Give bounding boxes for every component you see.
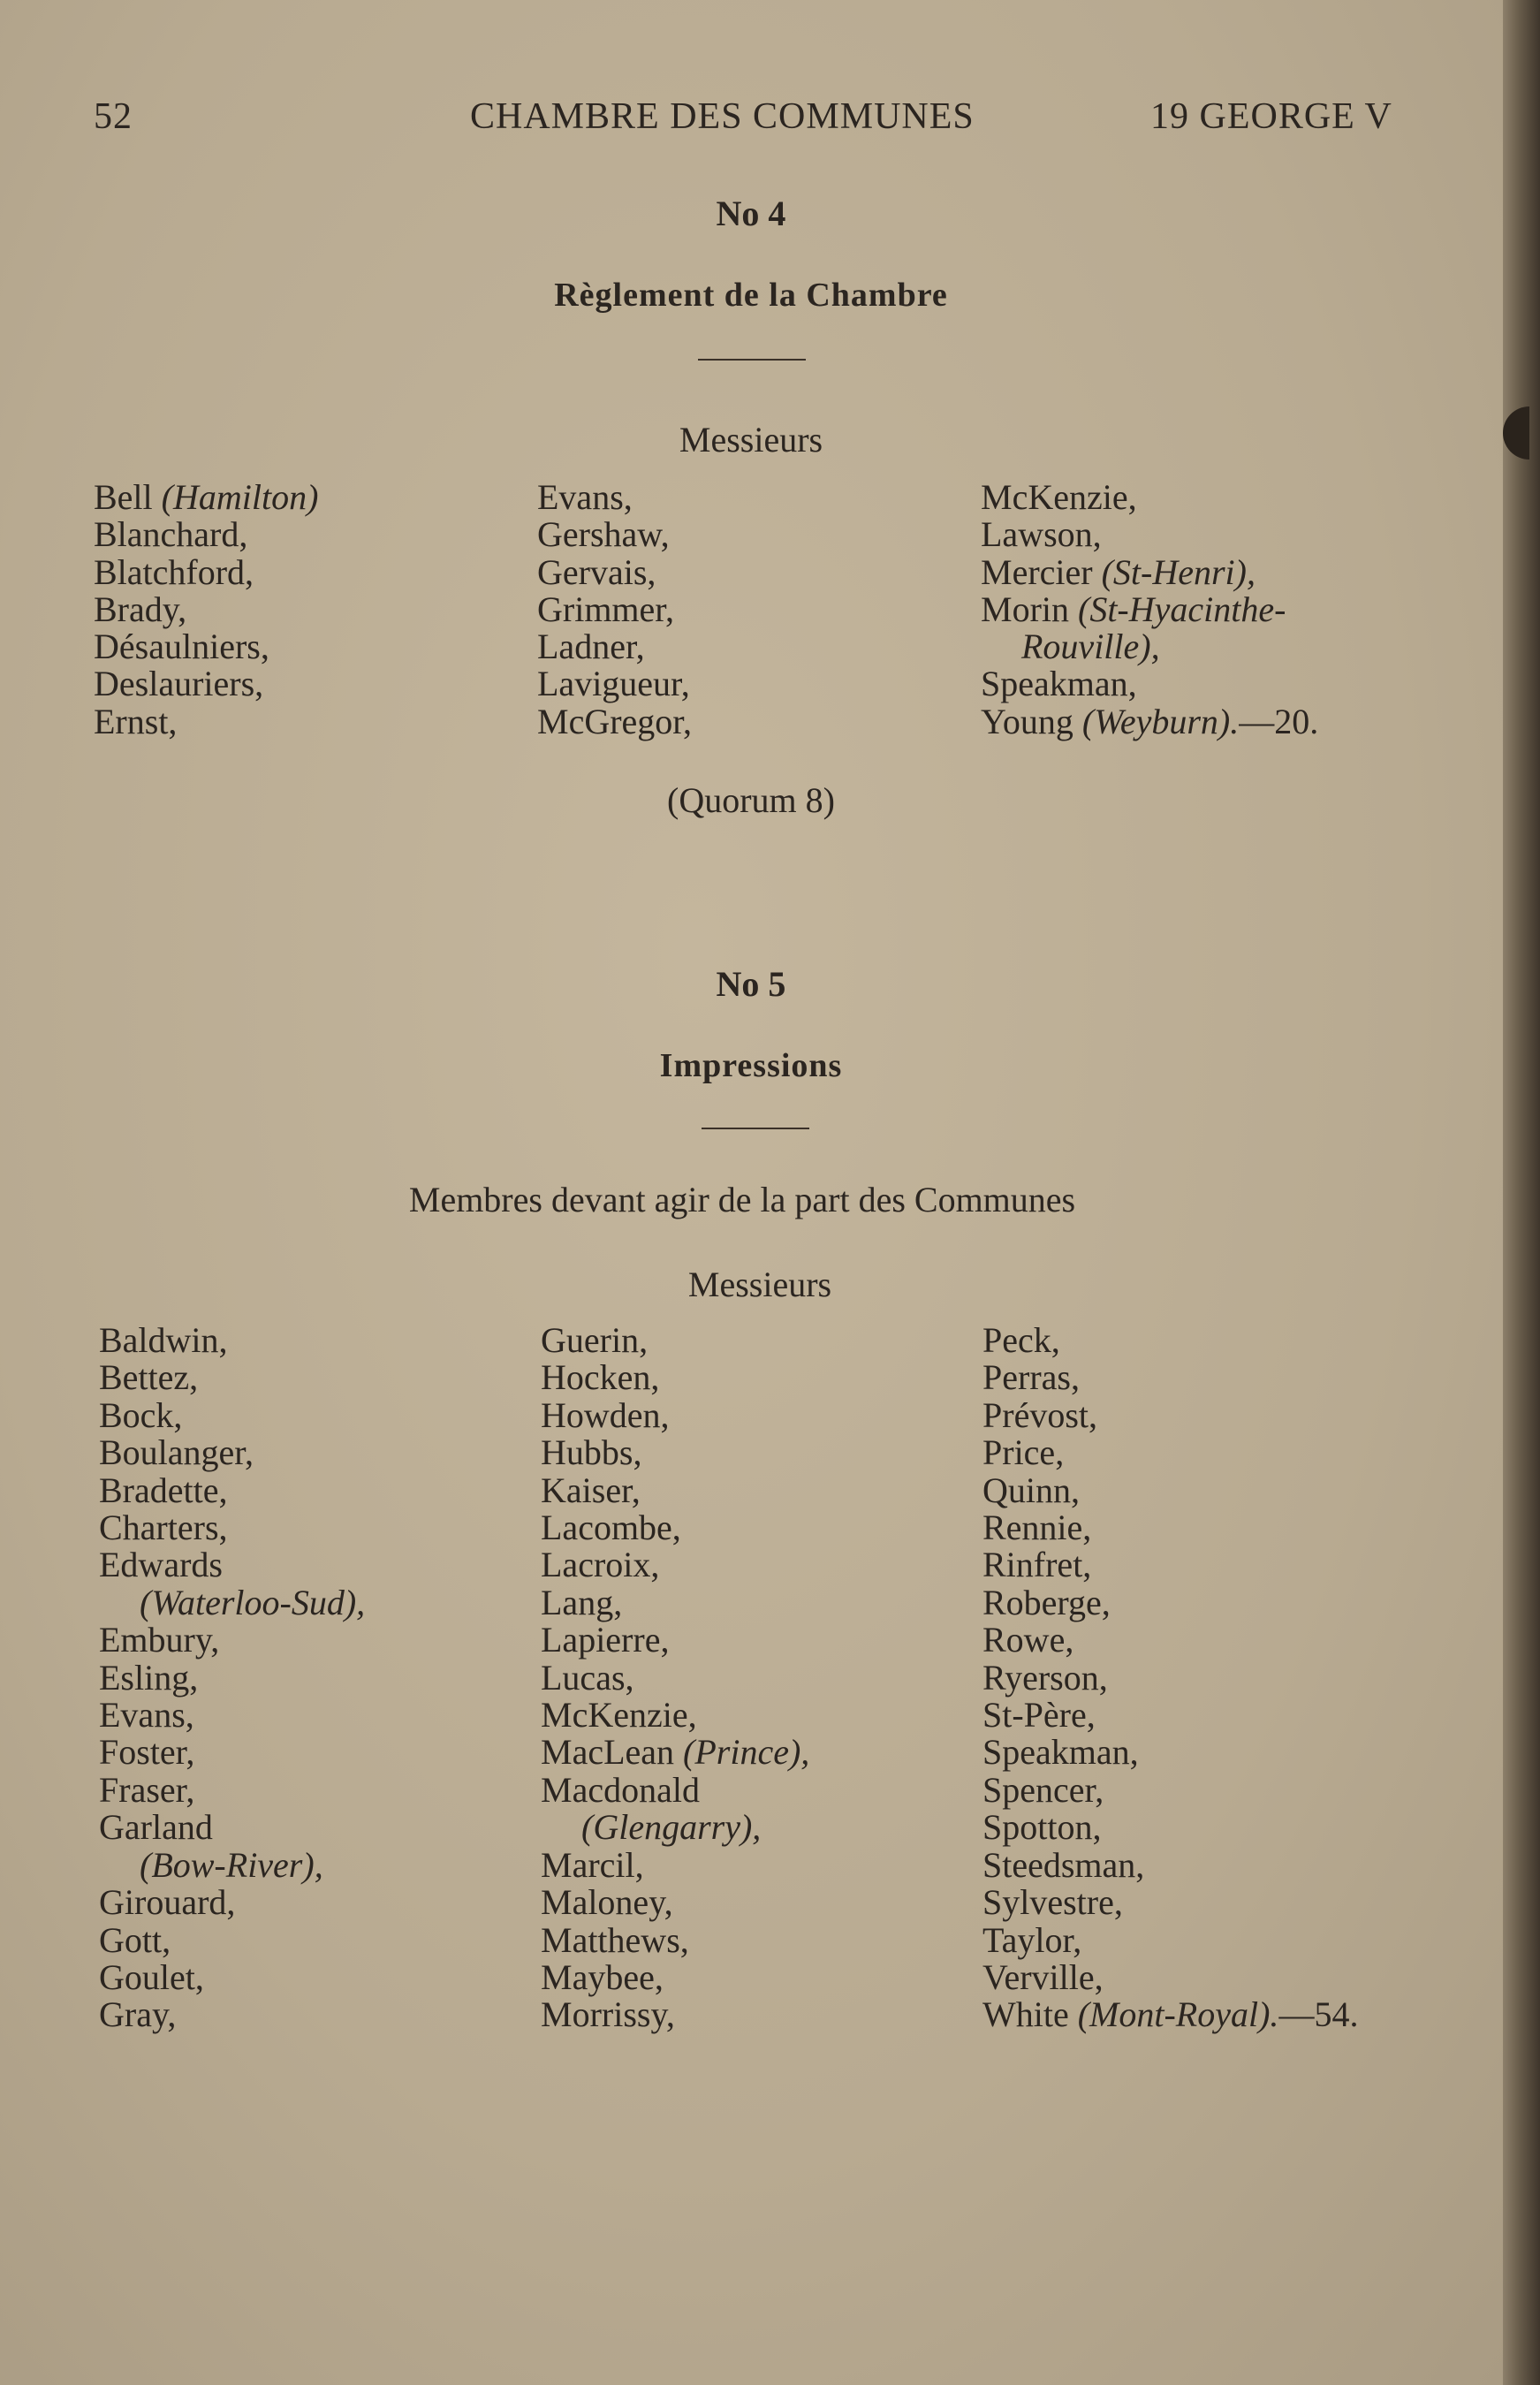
section5-column-1 bbox=[99, 1322, 365, 2034]
member-name bbox=[99, 1584, 365, 1622]
member-name bbox=[99, 1622, 365, 1659]
riding-name: Rouville), bbox=[1021, 627, 1160, 667]
member-name bbox=[99, 1509, 365, 1546]
member-name bbox=[982, 1584, 1358, 1622]
section4-rule bbox=[698, 359, 806, 361]
member-name bbox=[982, 1509, 1358, 1546]
section5-subtitle: Membres devant agir de la part des Communes bbox=[408, 1180, 1076, 1219]
member-surname: Evans, bbox=[537, 477, 633, 517]
member-surname: Speakman, bbox=[982, 1732, 1139, 1773]
member-name bbox=[541, 1546, 809, 1584]
member-surname: Peck, bbox=[982, 1320, 1060, 1360]
member-name bbox=[99, 1956, 365, 1997]
member-surname: Ernst, bbox=[94, 701, 178, 741]
member-surname: Foster, bbox=[99, 1732, 195, 1773]
member-name bbox=[541, 1472, 809, 1509]
member-name bbox=[982, 1657, 1358, 1698]
section4-number: No 4 bbox=[716, 194, 786, 233]
member-name bbox=[94, 551, 318, 592]
member-surname: Young bbox=[981, 701, 1082, 741]
member-surname: Lang, bbox=[541, 1582, 623, 1622]
member-name bbox=[94, 591, 318, 628]
member-surname: Howden, bbox=[541, 1394, 670, 1435]
member-name bbox=[541, 1622, 809, 1659]
member-surname: Hocken, bbox=[541, 1357, 660, 1398]
member-surname: McKenzie, bbox=[541, 1695, 697, 1736]
member-surname: Goulet, bbox=[99, 1956, 204, 1997]
member-name bbox=[982, 1546, 1358, 1584]
member-surname: Taylor, bbox=[982, 1919, 1082, 1960]
member-name bbox=[541, 1844, 809, 1885]
riding-name: (St-Henri), bbox=[1101, 551, 1256, 592]
member-surname: McKenzie, bbox=[981, 477, 1137, 517]
member-name bbox=[981, 703, 1318, 741]
member-surname: Quinn, bbox=[982, 1470, 1080, 1510]
riding-name: (Mont-Royal). bbox=[1077, 1994, 1279, 2035]
member-name bbox=[982, 1884, 1358, 1921]
section5-title: Impressions bbox=[659, 1047, 843, 1084]
member-surname: Steedsman, bbox=[982, 1844, 1145, 1885]
member-surname: Lacombe, bbox=[541, 1508, 681, 1548]
member-name bbox=[99, 1809, 365, 1846]
member-name bbox=[541, 1322, 809, 1359]
member-surname: Verville, bbox=[982, 1956, 1104, 1997]
member-surname: Gershaw, bbox=[537, 514, 670, 555]
member-name bbox=[541, 1884, 809, 1921]
member-name bbox=[541, 1394, 809, 1435]
section5-salutation: Messieurs bbox=[687, 1265, 832, 1304]
member-surname: St-Père, bbox=[982, 1695, 1096, 1736]
member-surname: Boulanger, bbox=[99, 1432, 254, 1473]
member-surname: Bell bbox=[94, 477, 162, 517]
member-surname: Girouard, bbox=[99, 1882, 236, 1923]
member-name bbox=[541, 1996, 809, 2033]
member-name bbox=[541, 1509, 809, 1546]
riding-name: (Glengarry), bbox=[581, 1807, 762, 1848]
member-surname: Blatchford, bbox=[94, 551, 254, 592]
member-surname: Bock, bbox=[99, 1394, 183, 1435]
member-surname: Charters, bbox=[99, 1508, 228, 1548]
riding-name: (Bow-River), bbox=[140, 1844, 323, 1885]
member-surname: Roberge, bbox=[982, 1582, 1111, 1622]
member-name bbox=[99, 1734, 365, 1771]
member-surname: Guerin, bbox=[541, 1320, 649, 1360]
member-name bbox=[982, 1769, 1358, 1810]
riding-name: (Weyburn). bbox=[1081, 701, 1240, 741]
member-surname: Bradette, bbox=[99, 1470, 228, 1510]
member-surname: Deslauriers, bbox=[94, 664, 264, 704]
member-surname: McGregor, bbox=[537, 701, 692, 741]
member-count: —54. bbox=[1278, 1994, 1359, 2035]
member-surname: Blanchard, bbox=[94, 514, 248, 555]
member-surname: Morin bbox=[981, 589, 1078, 629]
member-name bbox=[94, 703, 318, 741]
member-surname: Brady, bbox=[94, 589, 187, 629]
member-surname: Esling, bbox=[99, 1657, 199, 1698]
member-name bbox=[94, 665, 318, 703]
member-surname: Lapierre, bbox=[541, 1620, 670, 1660]
section4-title: Règlement de la Chambre bbox=[554, 277, 948, 314]
member-name bbox=[982, 1734, 1358, 1771]
member-surname: Embury, bbox=[99, 1620, 220, 1660]
section5-rule bbox=[702, 1128, 809, 1129]
member-name bbox=[99, 1657, 365, 1698]
member-surname: Maybee, bbox=[541, 1956, 664, 1997]
member-name bbox=[99, 1394, 365, 1435]
member-name bbox=[541, 1359, 809, 1396]
member-surname: Maloney, bbox=[541, 1882, 673, 1923]
member-surname: Lucas, bbox=[541, 1657, 634, 1698]
section4-column-3 bbox=[981, 479, 1318, 741]
member-name bbox=[541, 1809, 809, 1846]
member-name bbox=[99, 1546, 365, 1584]
member-surname: Sylvestre, bbox=[982, 1882, 1123, 1923]
member-surname: Speakman, bbox=[981, 664, 1137, 704]
member-surname: Morrissy, bbox=[541, 1994, 675, 2035]
member-name bbox=[982, 1622, 1358, 1659]
member-name bbox=[99, 1844, 365, 1885]
member-name bbox=[981, 628, 1318, 665]
member-count: —20. bbox=[1239, 701, 1319, 741]
member-name bbox=[541, 1434, 809, 1471]
riding-name: (Hamilton) bbox=[161, 477, 319, 517]
member-name bbox=[99, 1322, 365, 1359]
member-surname: Lacroix, bbox=[541, 1545, 660, 1585]
member-surname: Fraser, bbox=[99, 1769, 195, 1810]
member-name bbox=[541, 1919, 809, 1960]
member-surname: Matthews, bbox=[541, 1919, 689, 1960]
section4-quorum: (Quorum 8) bbox=[667, 780, 835, 820]
member-name bbox=[982, 1359, 1358, 1396]
member-surname: Prévost, bbox=[982, 1394, 1097, 1435]
member-name bbox=[537, 591, 692, 628]
member-surname: Rennie, bbox=[982, 1508, 1092, 1548]
member-name bbox=[537, 551, 692, 592]
member-surname: Gray, bbox=[99, 1994, 177, 2035]
member-name bbox=[99, 1884, 365, 1921]
member-surname: Evans, bbox=[99, 1695, 194, 1736]
member-name bbox=[99, 1434, 365, 1471]
member-surname: Lavigueur, bbox=[537, 664, 690, 704]
member-name bbox=[99, 1996, 365, 2033]
member-name bbox=[94, 479, 318, 516]
member-surname: Gervais, bbox=[537, 551, 656, 592]
section5-number: No 5 bbox=[716, 964, 786, 1004]
member-name bbox=[982, 1844, 1358, 1885]
member-name bbox=[982, 1394, 1358, 1435]
page-number: 52 bbox=[94, 96, 133, 137]
running-head-regnal-year: 19 GEORGE V bbox=[1150, 96, 1392, 137]
member-surname: Price, bbox=[982, 1432, 1065, 1473]
member-name bbox=[537, 665, 692, 703]
member-name bbox=[541, 1734, 809, 1771]
member-name bbox=[537, 628, 692, 665]
member-surname: Baldwin, bbox=[99, 1320, 228, 1360]
member-name bbox=[981, 479, 1318, 516]
member-name bbox=[94, 516, 318, 553]
member-surname: Marcil, bbox=[541, 1844, 644, 1885]
member-surname: Mercier bbox=[981, 551, 1102, 592]
member-surname: Ladner, bbox=[537, 627, 645, 667]
member-name bbox=[982, 1472, 1358, 1509]
member-surname: Rowe, bbox=[982, 1620, 1074, 1660]
member-name bbox=[94, 628, 318, 665]
riding-name: (Waterloo-Sud), bbox=[140, 1582, 366, 1622]
riding-name: (St-Hyacinthe- bbox=[1078, 589, 1286, 629]
member-surname: Lawson, bbox=[981, 514, 1102, 555]
running-head-title: CHAMBRE DES COMMUNES bbox=[470, 96, 975, 137]
member-surname: MacLean bbox=[541, 1732, 684, 1773]
member-surname: Désaulniers, bbox=[94, 627, 269, 667]
member-name bbox=[982, 1322, 1358, 1359]
member-name bbox=[99, 1697, 365, 1734]
member-name bbox=[537, 479, 692, 516]
member-name bbox=[541, 1769, 809, 1810]
member-name bbox=[982, 1697, 1358, 1734]
member-surname: Hubbs, bbox=[541, 1432, 642, 1473]
member-name bbox=[981, 516, 1318, 553]
member-surname: Macdonald bbox=[541, 1769, 700, 1810]
member-name bbox=[981, 591, 1318, 628]
member-surname: Garland bbox=[99, 1807, 213, 1848]
member-surname: Edwards bbox=[99, 1545, 223, 1585]
riding-name: (Prince), bbox=[683, 1732, 810, 1773]
section5-column-3 bbox=[982, 1322, 1358, 2034]
section4-salutation: Messieurs bbox=[679, 420, 823, 460]
member-surname: Ryerson, bbox=[982, 1657, 1108, 1698]
member-surname: Spencer, bbox=[982, 1769, 1104, 1810]
member-surname: Gott, bbox=[99, 1919, 171, 1960]
member-name bbox=[981, 665, 1318, 703]
member-name bbox=[541, 1584, 809, 1622]
section4-column-1 bbox=[94, 479, 318, 741]
member-name bbox=[99, 1919, 365, 1960]
member-name bbox=[99, 1472, 365, 1509]
member-surname: White bbox=[982, 1994, 1078, 2035]
member-name bbox=[981, 551, 1318, 592]
member-surname: Spotton, bbox=[982, 1807, 1102, 1848]
member-name bbox=[982, 1996, 1358, 2033]
member-name bbox=[99, 1359, 365, 1396]
section5-column-2 bbox=[541, 1322, 809, 2034]
member-name bbox=[541, 1697, 809, 1734]
member-name bbox=[541, 1657, 809, 1698]
member-name bbox=[99, 1769, 365, 1810]
book-spine-edge bbox=[1503, 0, 1540, 2385]
member-name bbox=[537, 703, 692, 741]
member-surname: Perras, bbox=[982, 1357, 1080, 1398]
member-surname: Kaiser, bbox=[541, 1470, 641, 1510]
section4-column-2 bbox=[537, 479, 692, 741]
member-name bbox=[982, 1956, 1358, 1997]
member-name bbox=[537, 516, 692, 553]
member-surname: Rinfret, bbox=[982, 1545, 1092, 1585]
member-name bbox=[982, 1919, 1358, 1960]
member-name bbox=[982, 1809, 1358, 1846]
member-surname: Bettez, bbox=[99, 1357, 199, 1398]
member-surname: Grimmer, bbox=[537, 589, 675, 629]
member-name bbox=[982, 1434, 1358, 1471]
member-name bbox=[541, 1956, 809, 1997]
